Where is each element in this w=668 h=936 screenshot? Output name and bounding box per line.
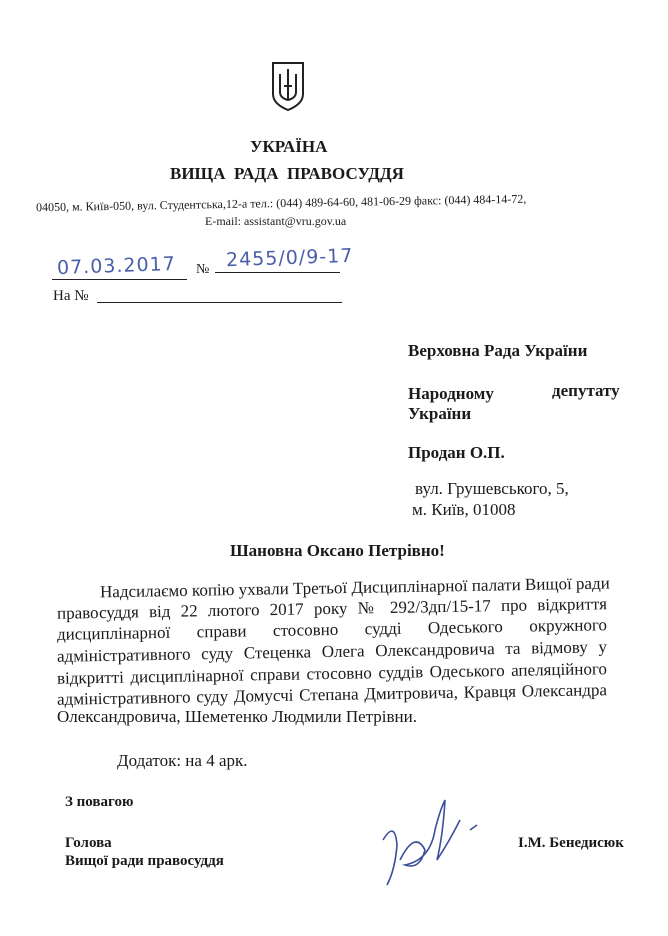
body-line: адміністративного суду Домусчі Степана Дмитровича, Кравця Олександра <box>56 680 608 709</box>
organization-address: 04050, м. Київ-050, вул. Студентська,12-а тел.: (044) 489-64-60, 481-06-29 факс: (044) 484-14-72, <box>35 191 527 215</box>
body-line: адміністративного суду Стеценка Олега Олександровича та відмову у <box>56 637 608 666</box>
signatory-title-1: Голова <box>65 835 112 851</box>
body-line: Олександровича, Шеметенко Людмили Петрівни. <box>57 707 417 726</box>
body-line: правосуддя від 22 лютого 2017 року № 292/3дп/15-17 про відкриття <box>56 594 608 623</box>
attachment-note: Додаток: на 4 арк. <box>117 751 248 770</box>
signature-icon <box>375 790 485 900</box>
number-label: № <box>196 262 210 277</box>
country-heading: УКРАЇНА <box>250 137 328 156</box>
organization-email: E-mail: assistant@vru.gov.ua <box>205 214 347 228</box>
signatory-name: І.М. Бенедисюк <box>518 835 624 851</box>
recipient-street: вул. Грушевського, 5, <box>415 479 569 498</box>
recipient-city: м. Київ, 01008 <box>412 500 516 519</box>
outgoing-number: 2455/0/9-17 <box>225 244 354 272</box>
recipient-org: Верховна Рада України <box>408 341 588 360</box>
signatory-title-2: Вищої ради правосуддя <box>65 853 224 869</box>
salutation: Шановна Оксано Петрівно! <box>230 541 445 560</box>
recipient-position-3: України <box>408 404 472 423</box>
body-line: відкритті дисциплінарної справи стосовно суддів Одеського апеляційного <box>56 659 608 688</box>
coat-of-arms-icon <box>270 60 306 112</box>
outgoing-date: 07.03.2017 <box>56 252 177 280</box>
organization-heading: ВИЩА РАДА ПРАВОСУДДЯ <box>170 164 404 183</box>
recipient-position-1: Народному <box>408 384 494 403</box>
body-line: Надсилаємо копію ухвали Третьої Дисциплінарної палати Вищої ради <box>99 573 610 602</box>
reply-number-label: На № <box>53 288 89 304</box>
recipient-name: Продан О.П. <box>408 443 505 462</box>
recipient-position-2: депутату <box>552 381 620 400</box>
body-line: дисциплінарної справи стосовно судді Одеського окружного <box>56 615 608 644</box>
closing: З повагою <box>65 794 134 810</box>
